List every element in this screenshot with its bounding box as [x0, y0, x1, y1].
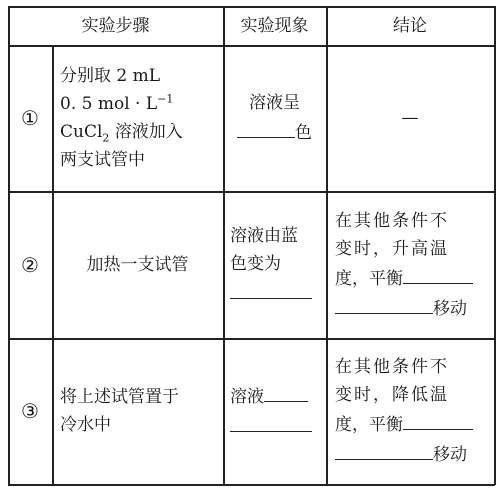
row2-conclusion-line1: 在其他条件不	[335, 210, 449, 231]
row2-conclusion-line4	[335, 293, 467, 323]
row2-phenomenon-blank[interactable]	[230, 278, 312, 299]
row2-index	[8, 191, 52, 338]
row3-conclusion-line1: 在其他条件不	[335, 357, 449, 377]
row3-conclusion-blank-a[interactable]	[403, 409, 473, 430]
row1-step-line3-formula: CuCl	[60, 122, 103, 142]
row2-phenomenon-line1: 溶液由蓝	[230, 225, 298, 246]
row1-phenomenon-line2	[237, 117, 312, 147]
row1-phenomenon-line1: 溶液呈	[249, 93, 300, 113]
header-conclusion-text: 结论	[393, 15, 427, 36]
row3-phenomenon-blank-b[interactable]	[230, 411, 312, 432]
row3-step-line1: 将上述试管置于	[60, 387, 179, 407]
row1-phenomenon-blank[interactable]	[237, 117, 295, 138]
row1-conclusion	[326, 45, 494, 191]
row3-step	[52, 338, 223, 484]
row2-index-text: ②	[21, 252, 39, 277]
header-conclusion	[326, 6, 494, 45]
row2-conclusion	[326, 191, 494, 338]
row3-phenomenon-line2	[230, 411, 312, 441]
row2-conclusion-line3	[335, 263, 473, 293]
row1-step-line3-sub: 2	[102, 131, 110, 145]
row1-phenomenon	[223, 45, 326, 191]
row2-phenomenon-line3	[230, 278, 312, 308]
row1-step-line2-main: 0. 5 mol · L	[60, 94, 158, 114]
table-bottom-border	[8, 484, 495, 486]
row3-phenomenon	[223, 338, 326, 484]
row1-step-line1: 分别取 2 mL	[60, 66, 161, 86]
row1-index	[8, 45, 52, 191]
row2-conclusion-blank-b[interactable]	[335, 293, 433, 314]
row2-phenomenon-line2: 色变为	[230, 253, 281, 274]
row1-index-text: ①	[21, 106, 39, 130]
row3-conclusion	[326, 338, 494, 484]
header-phenomenon-text: 实验现象	[240, 15, 309, 36]
row1-step-line2	[60, 90, 173, 118]
row3-conclusion-suffix: 移动	[433, 445, 467, 465]
row1-step-line4: 两支试管中	[60, 150, 145, 170]
row1-step-line3	[60, 118, 183, 146]
row3-conclusion-blank-b[interactable]	[335, 439, 433, 460]
row2-conclusion-line3-text: 度，平衡	[335, 268, 403, 289]
row2-conclusion-line2: 变时，升高温	[335, 238, 449, 259]
row2-step-line1: 加热一支试管	[86, 254, 189, 275]
row3-phenomenon-blank-a[interactable]	[264, 381, 308, 402]
row3-index	[8, 338, 52, 484]
header-steps	[8, 6, 223, 45]
header-phenomenon	[223, 6, 326, 45]
row1-step-line3-rest: 溶液加入	[109, 122, 183, 142]
row1-conclusion-dash: —	[401, 108, 419, 128]
header-steps-text: 实验步骤	[81, 15, 150, 36]
table-right-border	[494, 6, 496, 485]
row2-conclusion-blank-a[interactable]	[403, 263, 473, 284]
row3-conclusion-line2: 变时，降低温	[335, 385, 449, 405]
row2-conclusion-suffix: 移动	[433, 298, 467, 319]
row1-step	[52, 45, 223, 191]
row3-phenomenon-text: 溶液	[230, 387, 264, 407]
row3-conclusion-line3	[335, 409, 473, 439]
row3-phenomenon-line1	[230, 381, 308, 411]
row3-index-text: ③	[21, 399, 39, 423]
row2-phenomenon	[223, 191, 326, 338]
row3-conclusion-line4	[335, 439, 467, 469]
row2-step	[52, 191, 223, 338]
row1-phenomenon-suffix: 色	[295, 123, 312, 143]
row3-conclusion-line3-text: 度，平衡	[335, 415, 403, 435]
row3-step-line2: 冷水中	[60, 415, 111, 435]
row1-step-line2-sup: −1	[157, 92, 174, 106]
